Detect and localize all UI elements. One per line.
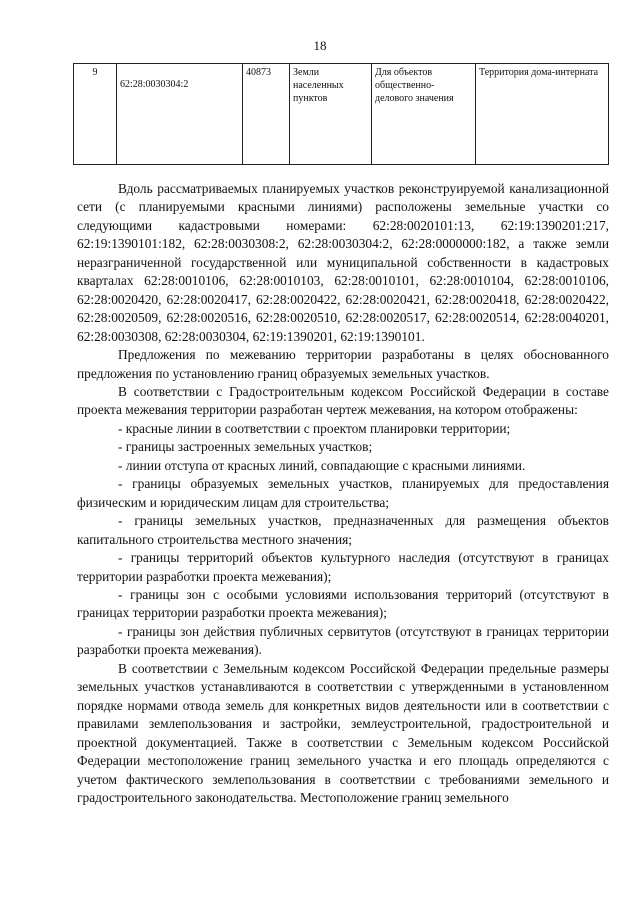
list-item: - границы образуемых земельных участков, планируемых для предоставления физическим и юридическим лицам для строительства; bbox=[77, 476, 609, 510]
cell-cadastral bbox=[117, 64, 243, 165]
paragraph-drawing-intro: В соответствии с Градостроительным кодексом Российской Федерации в составе проекта межевания территории разработан чертеж межевания, на котором отображены: bbox=[77, 383, 609, 418]
body-text bbox=[77, 180, 609, 807]
table-row bbox=[74, 64, 609, 165]
cell-number: 9 bbox=[74, 64, 117, 165]
list-item: - красные линии в соответствии с проектом планировки территории; bbox=[118, 420, 511, 436]
paragraph-cadastral-list: Вдоль рассматриваемых планируемых участков реконструируемой канализационной сети (с планируемыми красными линиями) расположены земельные участки со следующими кадастровыми номерами: 62:28:0020101:13, 62:19:1390201:217, 62:19:1390101:182, 62:28:0030308:2, 62:28:0030304:2, 62:28:0000000:182, а также земли неразграниченной государственной или муниципальной собственности в кадастровых кварталах 62:28:0010106, 62:28:0010103, 62:28:0010101, 62:28:0010104, 62:28:0010106, 62:28:0020420, 62:28:0020417, 62:28:0020422, 62:28:0020421, 62:28:0020418, 62:28:0020422, 62:28:0020509, 62:28:0020516, 62:28:0020510, 62:28:0020517, 62:28:0020514, 62:28:0040201, 62:28:0030308, 62:28:0030304, 62:19:1390201, 62:19:1390101. bbox=[77, 181, 609, 344]
cell-permitted-use: Для объектов общественно-делового значения bbox=[372, 64, 476, 165]
list-item: - границы зон действия публичных сервитутов (отсутствуют в границах территории разработки проекта межевания). bbox=[77, 623, 609, 658]
cadastral-number: 62:28:0030304:2 bbox=[120, 79, 189, 90]
list-item: - границы земельных участков, предназначенных для размещения объектов капитального строительства местного значения; bbox=[77, 513, 609, 547]
list-item: - границы зон с особыми условиями использования территорий (отсутствуют в границах территории разработки проекта межевания); bbox=[77, 586, 609, 621]
parcel-table bbox=[73, 63, 609, 165]
location-text: Территория дома-интерната bbox=[479, 67, 599, 78]
cell-category: Земли населенных пунктов bbox=[290, 64, 372, 165]
list-item: - линии отступа от красных линий, совпадающие с красными линиями. bbox=[118, 457, 526, 473]
list-item: - границы территорий объектов культурного наследия (отсутствуют в границах территории разработки проекта межевания); bbox=[77, 550, 609, 584]
list-item: - границы застроенных земельных участков; bbox=[118, 439, 373, 455]
page-number: 18 bbox=[313, 38, 327, 53]
cell-area: 40873 bbox=[243, 64, 290, 165]
paragraph-land-code: В соответствии с Земельным кодексом Российской Федерации предельные размеры земельных участков устанавливаются в соответствии с утвержденными в установленном порядке нормами отвода земель для конкретных видов деятельности или в соответствии с правилами землепользования и застройки, землеустроительной, градостроительной и проектной документацией. Также в соответствии с Земельным кодексом Российской Федерации местоположение границ земельного участка и его площадь определяются с учетом фактического землепользования в соответствии с требованиями земельного и градостроительного законодательства. Местоположение границ земельного bbox=[77, 660, 609, 805]
paragraph-proposals: Предложения по межеванию территории разработаны в целях обоснованного предложения по установлению границ образуемых земельных участков. bbox=[77, 347, 609, 381]
cell-location bbox=[476, 64, 609, 165]
